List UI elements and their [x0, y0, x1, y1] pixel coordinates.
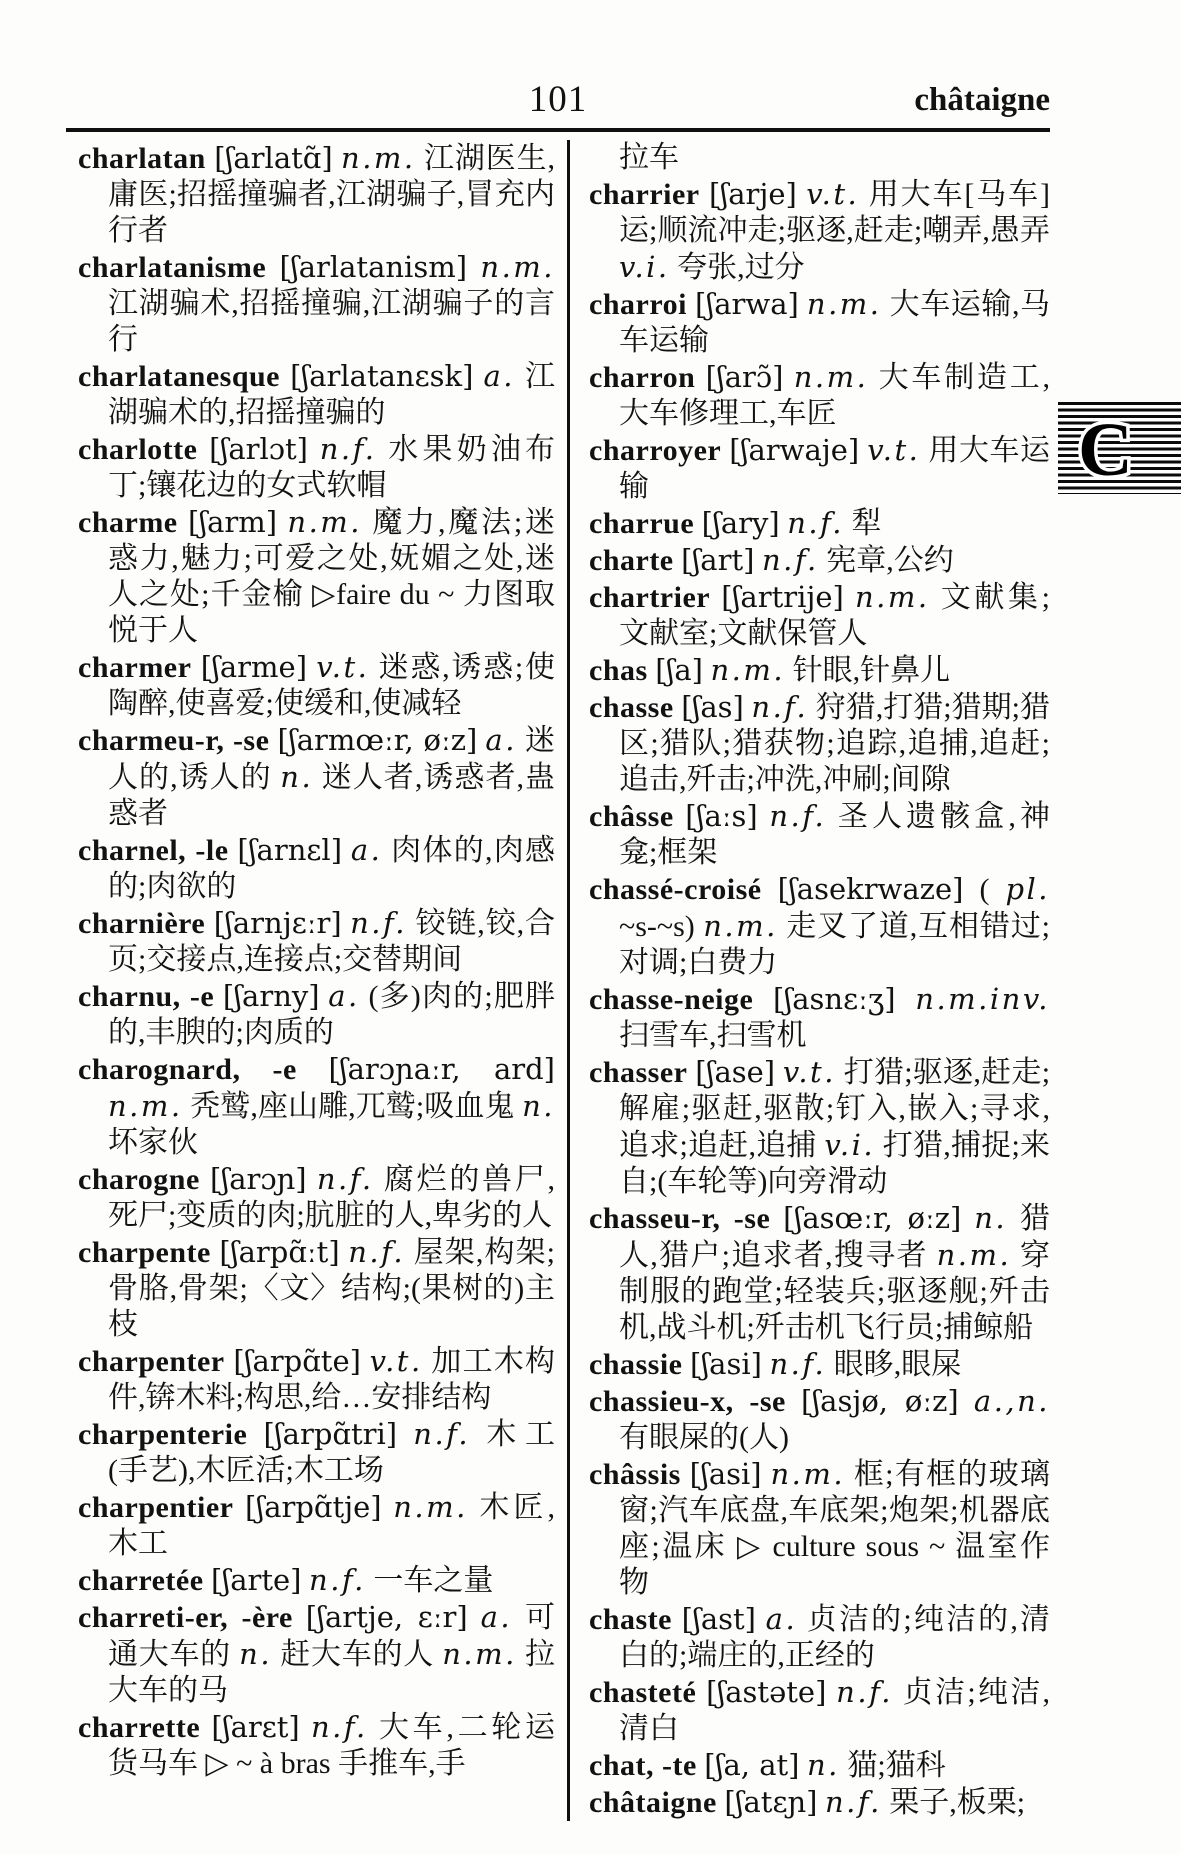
- part-of-speech: n.m.inv.: [915, 982, 1050, 1016]
- headword: charlotte: [78, 433, 198, 466]
- headword: chasseu-r, -se: [589, 1202, 771, 1235]
- part-of-speech: n.m.: [793, 360, 869, 394]
- headword: charroyer: [589, 434, 722, 467]
- definition: 木匠,木工: [108, 1491, 555, 1560]
- headword: charnel, -le: [78, 834, 229, 867]
- definition: 扫雪车,扫雪机: [619, 1019, 807, 1052]
- entry: [589, 798, 1050, 871]
- definition: 迷人者,诱惑者,蛊惑者: [108, 761, 556, 830]
- thumb-tab: [1058, 402, 1181, 494]
- definition: 框;有框的玻璃窗;汽车底盘,车底架;炮架;机器底座;温床 ▷ culture sous ~ 温室作物: [619, 1458, 1051, 1599]
- phonetic: [ʃarpɑ̃tri]: [263, 1417, 398, 1451]
- entry-continuation: [589, 140, 1050, 176]
- headword: châtaigne: [589, 1786, 717, 1819]
- headword: charnu, -e: [78, 980, 215, 1013]
- phonetic: [ʃasi]: [690, 1347, 762, 1381]
- phonetic: [ʃarwa]: [695, 287, 799, 321]
- definition: 木工(手艺),木匠活;木工场: [108, 1418, 555, 1487]
- part-of-speech: n.f.: [319, 432, 377, 466]
- definition: 有眼屎的(人): [619, 1421, 789, 1454]
- entry: [78, 1234, 555, 1343]
- part-of-speech: n.f.: [316, 1162, 374, 1196]
- part-of-speech: v.t.: [369, 1344, 423, 1378]
- entry: [589, 1200, 1050, 1346]
- entry: [78, 1599, 555, 1709]
- definition: 魔力,魔法;迷惑力,魅力;可爱之处,妩媚之处,迷人之处;千金榆 ▷faire du ~ 力图取悦于人: [108, 506, 556, 647]
- phonetic: [ʃasekrwaze]: [777, 872, 964, 906]
- entry: [78, 978, 555, 1051]
- definition: 赶大车的人: [280, 1638, 434, 1671]
- headword: châsse: [589, 800, 674, 833]
- guide-word: châtaigne: [914, 82, 1050, 118]
- headword: chaste: [589, 1603, 672, 1636]
- headword: châssis: [589, 1458, 681, 1491]
- definition: 宪章,公约: [826, 544, 954, 577]
- entry: [78, 905, 555, 978]
- headword: chasse: [589, 691, 674, 724]
- entry: [589, 176, 1050, 286]
- entry: [589, 505, 1050, 542]
- entry: [589, 871, 1050, 981]
- definition: 一车之量: [373, 1564, 494, 1597]
- headword: charreti-er, -ère: [78, 1601, 293, 1634]
- definition: 拉大车的马: [108, 1638, 556, 1707]
- part-of-speech: n.m.: [287, 505, 363, 539]
- definition: 夸张,过分: [677, 251, 805, 284]
- definition: 犁: [851, 507, 882, 540]
- part-of-speech: n.m.: [108, 1089, 183, 1123]
- phonetic: [ʃarlatɑ̃]: [214, 141, 333, 175]
- definition: 贞洁;纯洁,清白: [619, 1676, 1051, 1745]
- headword: chasse-neige: [589, 983, 754, 1016]
- phonetic: [ʃarɔ̃]: [705, 360, 784, 394]
- headword: charpente: [78, 1236, 211, 1269]
- part-of-speech: a.: [765, 1602, 798, 1636]
- part-of-speech: n.m.: [806, 287, 882, 321]
- phonetic: [ʃartje, ɛːr]: [305, 1600, 468, 1634]
- part-of-speech: a.: [483, 359, 515, 393]
- part-of-speech: v.t.: [806, 177, 860, 211]
- phonetic: [ʃatɛɲ]: [724, 1785, 818, 1819]
- part-of-speech: n.: [522, 1089, 555, 1123]
- phonetic: [ʃarje]: [709, 177, 797, 211]
- phonetic: [ʃarlatanism]: [279, 250, 468, 284]
- phonetic: [ʃas]: [681, 690, 744, 724]
- part-of-speech: v.i.: [619, 250, 670, 284]
- entry: [589, 652, 1050, 689]
- entry: [78, 649, 555, 722]
- definition: 贞洁的;纯洁的,清白的;端庄的,正经的: [619, 1603, 1051, 1672]
- part-of-speech: n.: [280, 760, 314, 794]
- part-of-speech: a.: [480, 1600, 513, 1634]
- headword: charogne: [78, 1163, 200, 1196]
- headword: charlatan: [78, 142, 206, 175]
- headword: charmeu-r, -se: [78, 724, 270, 757]
- headword: charognard, -e: [78, 1053, 297, 1086]
- definition: 迷惑,诱惑;使陶醉,使喜爱;使缓和,使减轻: [108, 651, 556, 720]
- entry: [78, 431, 555, 504]
- part-of-speech: a.: [350, 833, 383, 867]
- part-of-speech: n.m.: [936, 1238, 1012, 1272]
- part-of-speech: n.f.: [761, 543, 819, 577]
- part-of-speech: n.f.: [769, 1347, 827, 1381]
- phonetic: [ʃa, at]: [704, 1748, 800, 1782]
- definition: 针眼,针鼻儿: [792, 654, 951, 687]
- definition: 猎人,猎户;追求者,搜寻者: [619, 1202, 1050, 1272]
- part-of-speech: pl.: [1005, 872, 1051, 906]
- phonetic: [ʃast]: [681, 1602, 756, 1636]
- part-of-speech: n.: [806, 1748, 840, 1782]
- part-of-speech: n.m.: [442, 1637, 517, 1671]
- definition: 秃鹫,座山雕,兀鹫;吸血鬼: [190, 1090, 515, 1123]
- phonetic: [ʃarwaje]: [729, 433, 860, 467]
- headword: chartrier: [589, 581, 711, 614]
- part-of-speech: n.f.: [787, 506, 845, 540]
- definition: 大车制造工,大车修理工,车匠: [619, 361, 1051, 430]
- entry: [78, 1051, 555, 1161]
- definition: 腐烂的兽尸,死尸;变质的肉;肮脏的人,卑劣的人: [108, 1163, 556, 1232]
- phonetic: [ʃasjø, øːz]: [801, 1384, 959, 1418]
- header-rule: [66, 128, 1050, 132]
- definition: 栗子,板栗;: [889, 1786, 1026, 1819]
- part-of-speech: n.m.: [703, 909, 778, 943]
- headword: charte: [589, 544, 674, 577]
- definition: 加工木构件,锛木料;构思,给…安排结构: [108, 1345, 555, 1414]
- phonetic: [ʃarte]: [211, 1563, 302, 1597]
- part-of-speech: n.f.: [751, 690, 809, 724]
- entry: [589, 1601, 1050, 1674]
- headword: chat, -te: [589, 1749, 697, 1782]
- entry: [78, 832, 555, 905]
- definition: 走叉了道,互相错过;对调;白费力: [619, 910, 1051, 979]
- entry: [589, 1383, 1050, 1456]
- headword: charpenterie: [78, 1418, 248, 1451]
- part-of-speech: v.t.: [782, 1055, 836, 1089]
- entry: [78, 140, 555, 249]
- phonetic: [ʃart]: [681, 543, 755, 577]
- phonetic: [ʃarlɔt]: [209, 432, 308, 466]
- headword: charrier: [589, 178, 700, 211]
- left-column: [78, 140, 567, 1821]
- phonetic: [ʃarm]: [187, 505, 278, 539]
- part-of-speech: v.t.: [867, 433, 921, 467]
- headword: chassie: [589, 1348, 683, 1381]
- headword: charpentier: [78, 1491, 234, 1524]
- entry: [589, 286, 1050, 359]
- phonetic: [ʃarmœːr, øːz]: [277, 723, 478, 757]
- part-of-speech: n.f.: [413, 1417, 471, 1451]
- phonetic: [ʃarɛt]: [211, 1710, 300, 1744]
- definition: 大车运输,马车运输: [619, 288, 1051, 357]
- headword: charnière: [78, 907, 206, 940]
- phonetic: [ʃase]: [695, 1055, 776, 1089]
- definition: 穿制服的跑堂;轻装兵;驱逐舰;歼击机,战斗机;歼击机飞行员;捕鲸船: [619, 1239, 1051, 1344]
- phonetic: [ʃasnɛːʒ]: [773, 982, 896, 1016]
- definition: 可通大车的: [108, 1601, 556, 1671]
- phonetic: [ʃarlatanɛsk]: [290, 359, 474, 393]
- part-of-speech: a.: [485, 723, 517, 757]
- entry: [589, 1346, 1050, 1383]
- definition: 圣人遗骸盒,神龛;框架: [619, 800, 1051, 869]
- part-of-speech: n.: [974, 1201, 1008, 1235]
- phonetic: [ʃarpɑ̃te]: [233, 1344, 361, 1378]
- entry: [589, 1747, 1050, 1784]
- definition: (多)肉的;肥胖的,丰腴的;肉质的: [108, 980, 556, 1049]
- definition: 江湖医生,庸医;招摇撞骗者,江湖骗子,冒充内行者: [108, 142, 556, 247]
- entry: [78, 504, 555, 649]
- thumb-tab-graphic: [1058, 402, 1181, 494]
- page-header: [66, 74, 1050, 128]
- part-of-speech: n.m.: [710, 653, 786, 687]
- phonetic: [ʃasi]: [689, 1457, 762, 1491]
- part-of-speech: n.f.: [350, 906, 407, 940]
- part-of-speech: n.m.: [480, 250, 556, 284]
- definition: 用大车运输: [619, 434, 1051, 503]
- headword: charmer: [78, 651, 192, 684]
- entry: [589, 1784, 1050, 1821]
- definition: 用大车[马车]运;顺流冲走;驱逐,赶走;嘲弄,愚弄: [619, 178, 1051, 247]
- entry: [589, 579, 1050, 652]
- entry: [78, 1489, 555, 1562]
- entry: [589, 1456, 1050, 1601]
- definition: 江湖骗术的,招摇撞骗的: [108, 360, 556, 429]
- headword: chasteté: [589, 1676, 697, 1709]
- part-of-speech: n.m.: [393, 1490, 468, 1524]
- entry: [589, 542, 1050, 579]
- part-of-speech: n.f.: [836, 1675, 893, 1709]
- headword: charron: [589, 361, 696, 394]
- entry: [78, 358, 555, 431]
- entry: [589, 689, 1050, 798]
- phonetic: [ʃasœːr, øːz]: [783, 1201, 962, 1235]
- entry: [78, 249, 555, 358]
- headword: charlatanisme: [78, 251, 267, 284]
- definition: (: [979, 873, 990, 906]
- phonetic: [ʃartrije]: [721, 580, 844, 614]
- part-of-speech: a.,n.: [973, 1384, 1051, 1418]
- entry: [589, 359, 1050, 432]
- entry: [78, 1161, 555, 1234]
- part-of-speech: n.: [239, 1637, 273, 1671]
- headword: chasser: [589, 1056, 688, 1089]
- definition: ~s-~s): [619, 910, 695, 943]
- headword: chassé-croisé: [589, 873, 762, 906]
- entry: [78, 1709, 555, 1782]
- definition: 打猎;驱逐,赶走;解雇;驱赶,驱散;钉入,嵌入;寻求,追求;追赶,追捕: [619, 1056, 1051, 1162]
- headword: charretée: [78, 1564, 204, 1597]
- headword: charme: [78, 506, 178, 539]
- definition: 迷人的,诱人的: [108, 724, 556, 794]
- phonetic: [ʃarme]: [200, 650, 308, 684]
- definition: 眼眵,眼屎: [833, 1348, 962, 1381]
- headword: charroi: [589, 288, 687, 321]
- phonetic: [ʃarɔɲaːr, ard]: [328, 1052, 555, 1086]
- page-number: 101: [528, 79, 588, 120]
- headword: charlatanesque: [78, 360, 280, 393]
- definition: 打猎,捕捉;来自;(车轮等)向旁滑动: [619, 1129, 1051, 1198]
- phonetic: [ʃarpɑ̃tje]: [245, 1490, 382, 1524]
- part-of-speech: n.f.: [769, 799, 827, 833]
- definition: 猫;猫科: [847, 1749, 946, 1782]
- definition: 水果奶油布丁;镶花边的女式软帽: [108, 433, 556, 502]
- entry: [78, 722, 555, 832]
- entry: [589, 1674, 1050, 1747]
- definition: 江湖骗术,招摇撞骗,江湖骗子的言行: [108, 287, 555, 356]
- phonetic: [ʃarɔɲ]: [210, 1162, 307, 1196]
- part-of-speech: n.f.: [348, 1235, 406, 1269]
- definition: 肉体的,肉感的;肉欲的: [108, 834, 556, 903]
- phonetic: [ʃaːs]: [685, 799, 758, 833]
- entry: [589, 1054, 1050, 1200]
- definition: 坏家伙: [108, 1126, 198, 1159]
- part-of-speech: n.m.: [341, 141, 416, 175]
- headword: chas: [589, 654, 648, 687]
- definition: 文献集;文献室;文献保管人: [619, 581, 1050, 650]
- phonetic: [ʃarnɛl]: [237, 833, 343, 867]
- part-of-speech: n.m.: [854, 580, 930, 614]
- phonetic: [ʃary]: [701, 506, 780, 540]
- phonetic: [ʃastəte]: [706, 1675, 827, 1709]
- entry: [78, 1343, 555, 1416]
- right-column: [570, 140, 1050, 1821]
- entry: [589, 981, 1050, 1054]
- phonetic: [ʃarnjɛːr]: [213, 906, 342, 940]
- entries-area: [78, 140, 1050, 1821]
- part-of-speech: n.m.: [770, 1457, 846, 1491]
- phonetic: [ʃa]: [655, 653, 703, 687]
- part-of-speech: v.i.: [824, 1128, 876, 1162]
- entry: [589, 432, 1050, 505]
- part-of-speech: v.t.: [316, 650, 370, 684]
- thumb-tab-letter: C: [1078, 408, 1133, 492]
- definition: 狩猎,打猎;猎期;猎区;猎队;猎获物;追踪,追捕,追赶;追击,歼击;冲洗,冲刷;间隙: [619, 691, 1051, 796]
- definition: 屋架,构架;骨胳,骨架;〈文〉结构;(果树的)主枝: [108, 1236, 556, 1341]
- part-of-speech: n.f.: [310, 1710, 368, 1744]
- part-of-speech: n.f.: [824, 1785, 882, 1819]
- definition: 大车,二轮运货马车 ▷ ~ à bras 手推车,手: [108, 1711, 555, 1780]
- entry: [78, 1416, 555, 1489]
- definition: 铰链,铰,合页;交接点,连接点;交替期间: [108, 907, 556, 976]
- headword: charrette: [78, 1711, 201, 1744]
- entry: [78, 1562, 555, 1599]
- part-of-speech: a.: [328, 979, 360, 1013]
- phonetic: [ʃarpɑ̃ːt]: [219, 1235, 340, 1269]
- phonetic: [ʃarny]: [222, 979, 320, 1013]
- headword: chassieu-x, -se: [589, 1385, 786, 1418]
- part-of-speech: n.f.: [309, 1563, 366, 1597]
- headword: charpenter: [78, 1345, 225, 1378]
- headword: charrue: [589, 507, 695, 540]
- definition: 拉车: [619, 141, 679, 174]
